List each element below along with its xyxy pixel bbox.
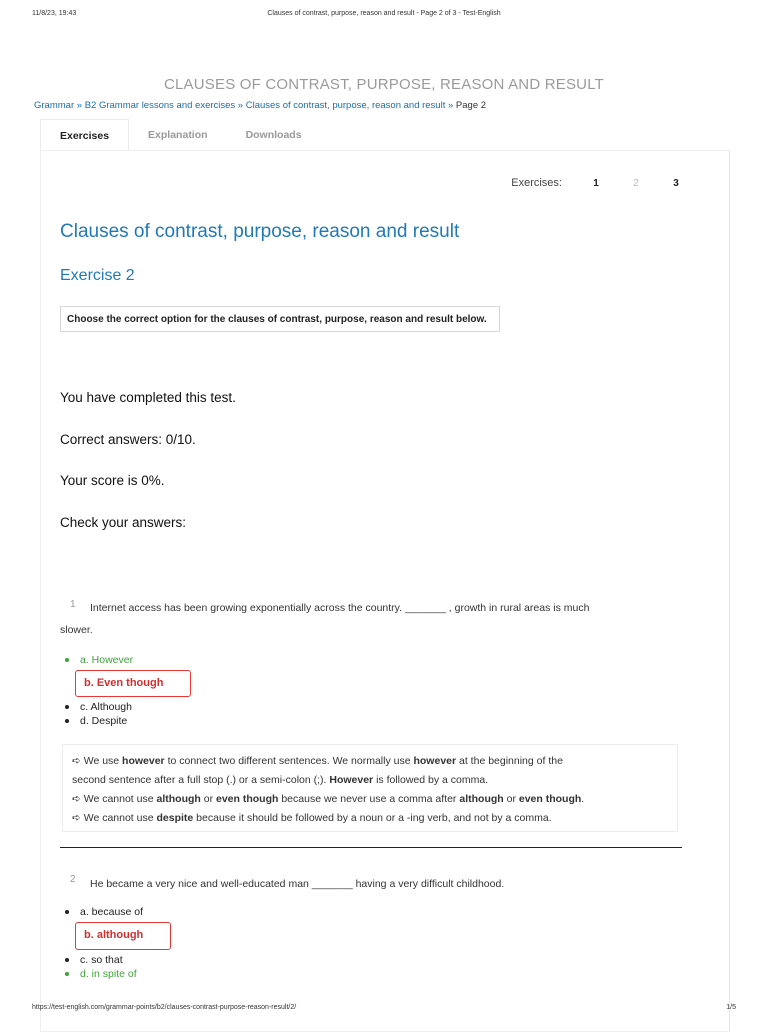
option: d. Despite (60, 714, 132, 728)
completed-text: You have completed this test. (60, 390, 236, 405)
instruction-box: Choose the correct option for the clauses of contrast, purpose, reason and result below. (60, 306, 500, 332)
option-wrong-selected: b. although (75, 922, 171, 950)
question-text-line: slower. (60, 624, 93, 636)
exercise-page-2: 2 (633, 177, 639, 189)
question-number: 2 (70, 874, 76, 885)
exercise-page-3[interactable]: 3 (673, 177, 679, 189)
arrow-icon: ➪ (72, 793, 84, 805)
breadcrumb-clauses[interactable]: Clauses of contrast, purpose, reason and result (245, 100, 446, 111)
arrow-icon: ➪ (72, 755, 84, 767)
breadcrumb-b2[interactable]: B2 Grammar lessons and exercises (84, 100, 236, 111)
question-text (60, 873, 680, 895)
question-text-line: He became a very nice and well-educated man _______ having a very difficult childhood. (90, 878, 505, 890)
breadcrumb (34, 100, 486, 111)
tab-bar (40, 119, 321, 151)
correct-answers-text: Correct answers: 0/10. (60, 432, 196, 447)
breadcrumb-sep: » (74, 100, 85, 111)
explanation-line: ➪ We cannot use although or even though because we never use a comma after although or even though. (72, 793, 585, 805)
option-correct: d. in spite of (60, 967, 137, 981)
exercise-pagination (511, 177, 696, 189)
breadcrumb-sep: » (445, 100, 456, 111)
question-divider (60, 847, 682, 848)
tab-downloads[interactable]: Downloads (245, 129, 302, 141)
answer-options (60, 700, 132, 728)
score-text: Your score is 0%. (60, 473, 165, 488)
tab-exercises[interactable]: Exercises (40, 119, 129, 151)
tab-explanation[interactable]: Explanation (148, 129, 208, 141)
footer-url: https://test-english.com/grammar-points/b2/clauses-contrast-purpose-reason-result/2/ (32, 1004, 297, 1011)
footer-page-number: 1/5 (726, 1004, 736, 1011)
answer-options (60, 953, 137, 981)
exercise-page-1[interactable]: 1 (593, 177, 599, 189)
option: c. so that (60, 953, 137, 967)
option: c. Although (60, 700, 132, 714)
print-title: Clauses of contrast, purpose, reason and result - Page 2 of 3 - Test-English (267, 10, 501, 17)
explanation-box (62, 744, 678, 832)
option-correct: a. However (60, 653, 133, 667)
page-heading: CLAUSES OF CONTRAST, PURPOSE, REASON AND RESULT (163, 76, 605, 93)
breadcrumb-grammar[interactable]: Grammar (34, 100, 75, 111)
option-wrong-selected: b. Even though (75, 670, 191, 697)
arrow-icon: ➪ (72, 812, 84, 824)
question-text-line: Internet access has been growing exponentially across the country. _______ , growth in rural areas is much (90, 602, 590, 614)
question-number: 1 (70, 599, 76, 610)
exercise-heading: Exercise 2 (60, 267, 135, 284)
explanation-line: ➪ We cannot use despite because it should be followed by a noun or a -ing verb, and not by a comma. (72, 812, 552, 824)
content-panel (40, 150, 730, 1032)
explanation-line: ➪ We use however to connect two different sentences. We normally use however at the beginning of the (72, 755, 563, 767)
answer-options (60, 905, 143, 919)
breadcrumb-current: Page 2 (455, 100, 487, 111)
explanation-line: second sentence after a full stop (.) or a semi-colon (;). However is followed by a comma. (72, 774, 489, 786)
option: a. because of (60, 905, 143, 919)
exercise-nav-label: Exercises: (511, 177, 562, 189)
question-text (60, 597, 680, 641)
content-title: Clauses of contrast, purpose, reason and result (60, 221, 460, 242)
breadcrumb-sep: » (235, 100, 246, 111)
print-date: 11/8/23, 19:43 (32, 10, 77, 17)
check-answers-text: Check your answers: (60, 515, 187, 530)
answer-options (60, 653, 133, 667)
